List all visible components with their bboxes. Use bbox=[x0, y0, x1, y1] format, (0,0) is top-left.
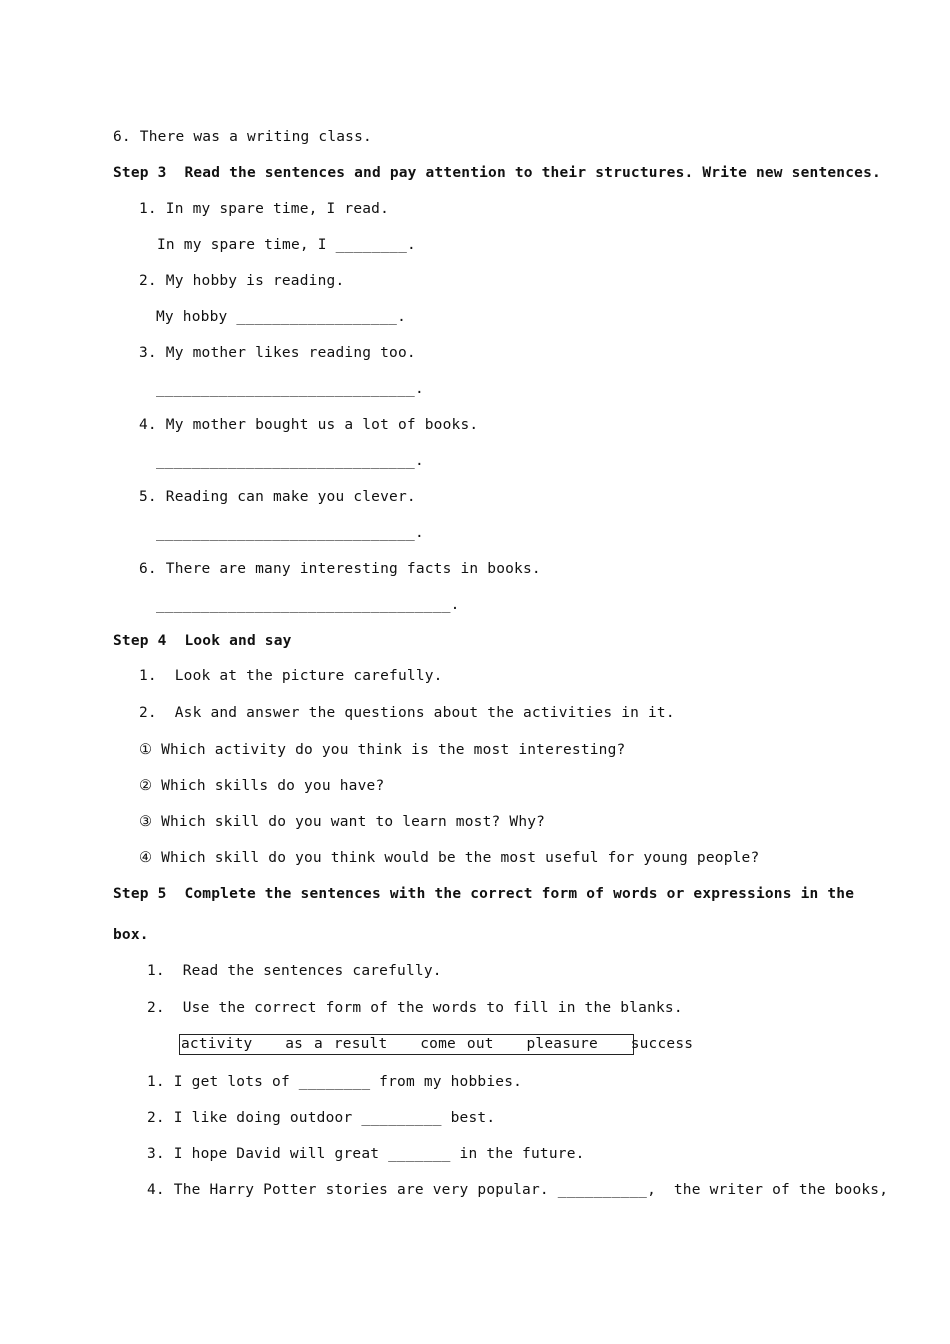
step5-item-1: 1. Read the sentences carefully. bbox=[147, 963, 442, 979]
step4-question-1: ① Which activity do you think is the most interesting? bbox=[139, 742, 626, 758]
step3-sentence-3: 3. My mother likes reading too. bbox=[139, 345, 416, 361]
step5-heading-continued: box. bbox=[113, 927, 149, 943]
step3-sentence-6: 6. There are many interesting facts in books. bbox=[139, 561, 541, 577]
step4-item-1: 1. Look at the picture carefully. bbox=[139, 668, 443, 684]
step3-answer-3: _____________________________. bbox=[156, 381, 424, 397]
step4-item-2: 2. Ask and answer the questions about the activities in it. bbox=[139, 705, 675, 721]
step5-heading: Step 5 Complete the sentences with the correct form of words or expressions in the bbox=[113, 886, 855, 902]
step5-sentence-1: 1. I get lots of ________ from my hobbies. bbox=[147, 1074, 523, 1090]
step4-question-2: ② Which skills do you have? bbox=[139, 778, 385, 794]
word-box bbox=[179, 1034, 694, 1055]
step3-sentence-5: 5. Reading can make you clever. bbox=[139, 489, 416, 505]
step4-question-3: ③ Which skill do you want to learn most? Why? bbox=[139, 814, 546, 830]
step4-heading: Step 4 Look and say bbox=[113, 633, 292, 649]
step3-answer-6: _________________________________. bbox=[156, 597, 460, 613]
step3-answer-5: _____________________________. bbox=[156, 525, 424, 541]
step3-answer-1: In my spare time, I ________. bbox=[157, 237, 416, 253]
step3-heading: Step 3 Read the sentences and pay attention to their structures. Write new sentences. bbox=[113, 165, 881, 181]
step5-sentence-3: 3. I hope David will great _______ in the future. bbox=[147, 1146, 585, 1162]
previous-item-line: 6. There was a writing class. bbox=[113, 129, 372, 145]
step5-item-2: 2. Use the correct form of the words to fill in the blanks. bbox=[147, 1000, 683, 1016]
step3-sentence-2: 2. My hobby is reading. bbox=[139, 273, 345, 289]
step4-question-4: ④ Which skill do you think would be the most useful for young people? bbox=[139, 850, 760, 866]
step3-answer-4: _____________________________. bbox=[156, 453, 424, 469]
step3-sentence-4: 4. My mother bought us a lot of books. bbox=[139, 417, 479, 433]
step5-sentence-2: 2. I like doing outdoor _________ best. bbox=[147, 1110, 496, 1126]
step3-sentence-1: 1. In my spare time, I read. bbox=[139, 201, 390, 217]
word-box-text: activity as a result come out pleasure success bbox=[181, 1036, 694, 1052]
step5-sentence-4: 4. The Harry Potter stories are very popular. __________, the writer of the books, bbox=[147, 1182, 889, 1198]
step3-answer-2: My hobby __________________. bbox=[156, 309, 407, 325]
